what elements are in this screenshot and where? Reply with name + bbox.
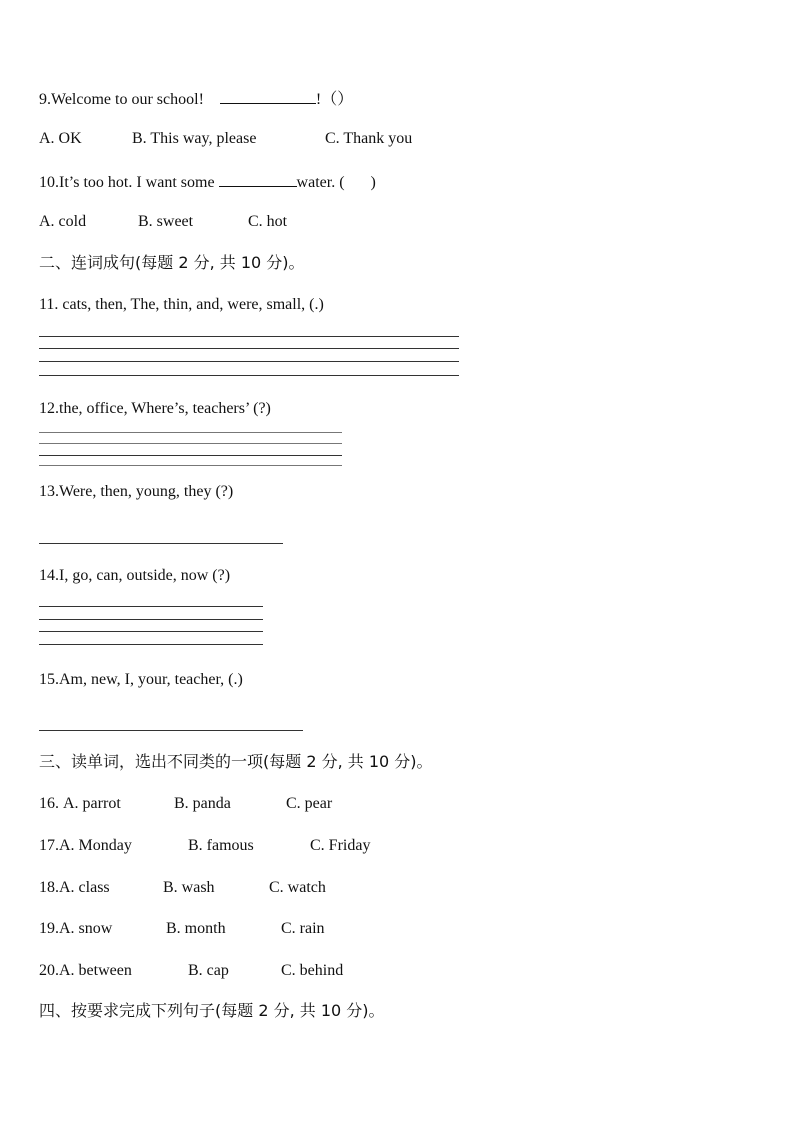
question-14: 14.I, go, can, outside, now (?) [39,567,231,584]
question-number: 19. [39,920,59,937]
answer-line[interactable] [39,730,303,731]
question-16 [39,794,332,814]
section-4-title: 四、按要求完成下列句子(每题 2 分, 共 10 分)。 [39,1001,385,1020]
option-c[interactable]: C. hot [248,213,288,230]
option-c[interactable]: C. rain [281,920,325,937]
question-10-options [39,212,287,232]
question-9 [39,87,353,110]
option-c[interactable]: C. behind [281,962,344,979]
option-b[interactable]: B. month [166,920,226,937]
question-10-paren-close: ) [370,174,376,191]
answer-line[interactable] [39,375,459,376]
answer-line[interactable] [39,455,342,456]
question-10-after: water. ( [296,174,345,191]
question-17 [39,836,370,856]
option-a[interactable]: A. OK [39,130,82,147]
option-c[interactable]: C. Thank you [325,130,413,147]
question-10-text: 10.It’s too hot. I want some [39,174,215,191]
question-13: 13.Were, then, young, they (?) [39,483,234,500]
question-number: 17. [39,837,59,854]
question-9-options [39,129,412,149]
option-a[interactable]: A. snow [59,920,113,937]
question-15: 15.Am, new, I, your, teacher, (.) [39,671,243,688]
question-12: 12.the, office, Where’s, teachers’ (?) [39,400,271,417]
option-b[interactable]: B. famous [188,837,254,854]
answer-line[interactable] [39,465,342,466]
answer-line[interactable] [39,361,459,362]
answer-line[interactable] [39,443,342,444]
option-a[interactable]: A. Monday [59,837,132,854]
question-10 [39,170,376,193]
option-b[interactable]: B. This way, please [132,130,257,147]
question-10-blank[interactable] [219,170,297,187]
answer-line[interactable] [39,543,283,544]
question-11: 11. cats, then, The, thin, and, were, small, (.) [39,296,324,313]
section-2-title: 二、连词成句(每题 2 分, 共 10 分)。 [39,253,305,272]
option-a[interactable]: A. parrot [63,795,121,812]
option-c[interactable]: C. Friday [310,837,371,854]
section-3-title: 三、读单词，选出不同类的一项(每题 2 分, 共 10 分)。 [39,752,433,771]
answer-line[interactable] [39,619,263,620]
option-a[interactable]: A. class [59,879,110,896]
question-number: 20. [39,962,59,979]
option-b[interactable]: B. sweet [138,213,194,230]
answer-line[interactable] [39,606,263,607]
option-c[interactable]: C. pear [286,795,333,812]
question-18 [39,878,326,898]
question-9-blank[interactable] [220,87,316,104]
answer-line[interactable] [39,336,459,337]
question-number: 18. [39,879,59,896]
option-a[interactable]: A. cold [39,213,87,230]
question-number: 16. [39,795,59,812]
option-b[interactable]: B. panda [174,795,231,812]
question-20 [39,961,343,981]
answer-line[interactable] [39,432,342,433]
question-9-tail: !（） [315,91,354,108]
option-c[interactable]: C. watch [269,879,326,896]
answer-line[interactable] [39,644,263,645]
answer-line[interactable] [39,631,263,632]
option-a[interactable]: A. between [59,962,132,979]
option-b[interactable]: B. cap [188,962,229,979]
answer-line[interactable] [39,348,459,349]
option-b[interactable]: B. wash [163,879,215,896]
question-19 [39,919,325,939]
question-9-text: 9.Welcome to our school! [39,91,204,108]
